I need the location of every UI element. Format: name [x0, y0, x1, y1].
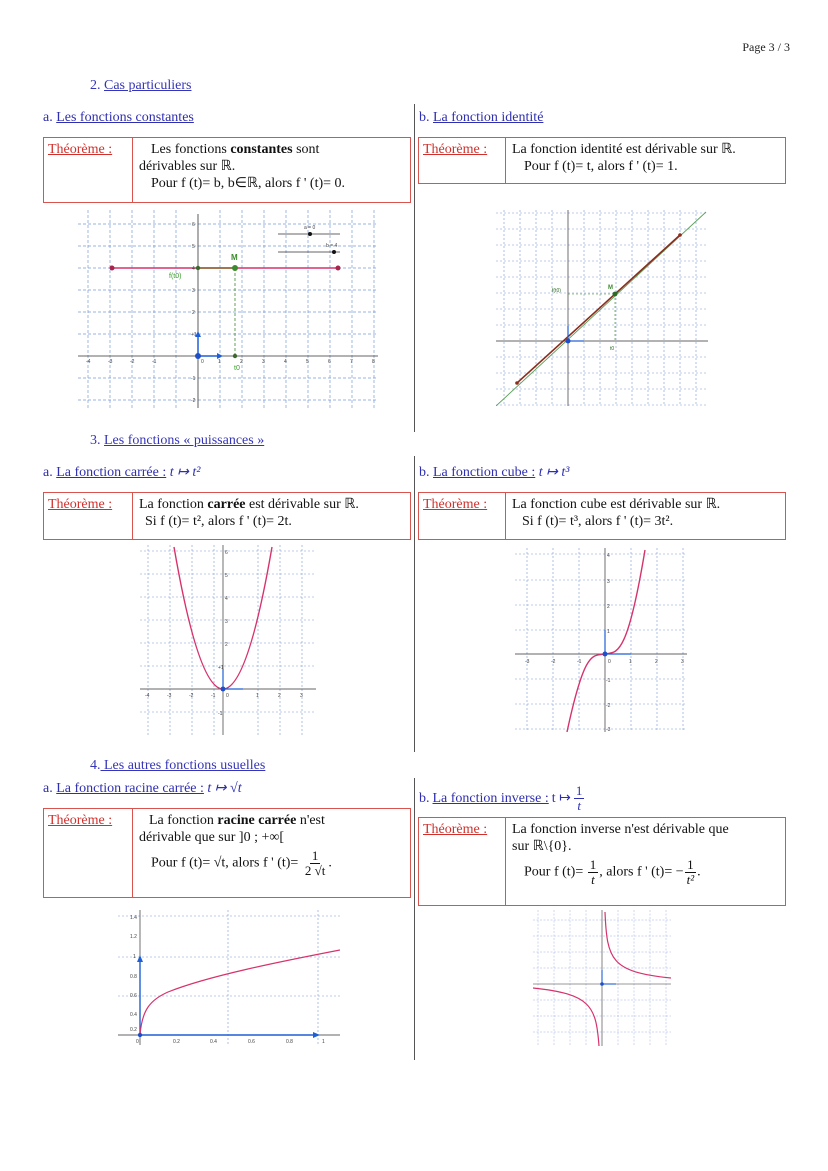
text: La fonction [149, 813, 218, 828]
column-divider [414, 104, 415, 432]
bold-text: carrée [207, 497, 246, 512]
section-4-title [90, 758, 265, 774]
svg-text:3: 3 [681, 659, 684, 665]
svg-text:1: 1 [256, 693, 259, 699]
subsection-link[interactable]: La fonction cube : [433, 465, 536, 480]
svg-text:2: 2 [240, 359, 243, 365]
svg-text:-4: -4 [86, 359, 91, 365]
svg-text:1: 1 [322, 1039, 325, 1045]
svg-text:1: 1 [218, 359, 221, 365]
theorem-body [133, 138, 351, 202]
svg-text:3: 3 [262, 359, 265, 365]
svg-text:0: 0 [136, 1039, 139, 1045]
svg-text:8: 8 [372, 359, 375, 365]
svg-text:1: 1 [629, 659, 632, 665]
formula-text: , alors f ' (t)= − [599, 864, 684, 880]
svg-text:7: 7 [350, 359, 353, 365]
point-label-M: M [231, 253, 238, 262]
graph-cube-function [515, 548, 687, 732]
mapping: t ↦ t³ [535, 465, 570, 480]
text: sont [292, 142, 320, 157]
theorem-box-cube [418, 492, 786, 540]
theorem-box-carree [43, 492, 411, 540]
text: La fonction identité est dérivable sur ℝ. [512, 142, 736, 157]
graph-sqrt-function [118, 910, 340, 1045]
text: La fonction inverse n'est dérivable que [512, 822, 729, 837]
theorem-body [506, 138, 742, 183]
svg-text:-3: -3 [108, 359, 113, 365]
denominator: 2 √t [304, 863, 326, 878]
column-divider [414, 778, 415, 1060]
theorem-label: Théorème : [44, 493, 133, 539]
svg-text:2: 2 [278, 693, 281, 699]
theorem-box-racine [43, 808, 411, 898]
label-f-t0: f(t0) [169, 273, 182, 280]
svg-text:4: 4 [284, 359, 287, 365]
svg-text:2: 2 [607, 604, 610, 610]
svg-text:6: 6 [192, 222, 195, 228]
fraction [685, 858, 697, 887]
mapping: t ↦ √t [203, 781, 242, 796]
svg-text:0.4: 0.4 [130, 1012, 137, 1018]
section-2-title [90, 78, 191, 94]
formula-text: Pour f (t)= √t, alors f ' (t)= [151, 855, 299, 871]
svg-text:0.6: 0.6 [130, 993, 137, 999]
graph-inverse-function [533, 910, 671, 1046]
mapping: t ↦ t² [166, 465, 201, 480]
svg-text:-1: -1 [211, 693, 216, 699]
subsection-racine-title [43, 780, 242, 797]
section-link[interactable]: Cas particuliers [104, 78, 192, 93]
formula: Pour f (t)= t, alors f ' (t)= 1. [524, 159, 678, 174]
subsection-link[interactable]: Les fonctions constantes [56, 110, 194, 125]
svg-text:-1: -1 [218, 711, 223, 717]
svg-text:0: 0 [608, 659, 611, 665]
prefix: b. [419, 790, 430, 806]
theorem-body [506, 493, 726, 539]
svg-text:-2: -2 [551, 659, 556, 665]
svg-text:0.4: 0.4 [210, 1039, 217, 1045]
fraction [303, 849, 328, 878]
svg-text:4: 4 [225, 596, 228, 602]
numerator: 1 [589, 857, 597, 872]
svg-text:1: 1 [607, 629, 610, 635]
svg-text:6: 6 [328, 359, 331, 365]
theorem-box-inverse [418, 817, 786, 906]
theorem-label: Théorème : [419, 493, 506, 539]
denominator: t² [686, 872, 695, 887]
formula: Pour f (t)= b, b∈ℝ, alors f ' (t)= 0. [151, 176, 346, 191]
theorem-label: Théorème : [419, 818, 506, 905]
text: dérivables sur ℝ. [139, 159, 236, 174]
formula-text: . [697, 864, 701, 880]
slider-a-label: a = 0 [304, 225, 316, 231]
svg-text:-3: -3 [525, 659, 530, 665]
section-link[interactable]: Les autres fonctions usuelles [100, 758, 266, 773]
svg-text:0.2: 0.2 [173, 1039, 180, 1045]
svg-text:0.2: 0.2 [130, 1027, 137, 1033]
text: Les fonctions [151, 142, 231, 157]
denominator: t [591, 872, 595, 887]
svg-text:5: 5 [306, 359, 309, 365]
prefix: a. [43, 110, 57, 125]
svg-text:-1: -1 [152, 359, 157, 365]
svg-text:3: 3 [607, 579, 610, 585]
text: est dérivable sur ℝ. [245, 497, 359, 512]
svg-text:-3: -3 [606, 727, 611, 732]
subsection-link[interactable]: La fonction inverse : [432, 790, 549, 806]
graph-square-function [140, 545, 316, 735]
theorem-label: Théorème : [44, 138, 133, 202]
section-number: 3. [90, 433, 104, 448]
prefix: a. [43, 465, 57, 480]
formula-text: Pour f (t)= [524, 864, 584, 880]
bold-text: racine carrée [217, 813, 297, 828]
graph-identity-function [496, 210, 708, 406]
subsection-link[interactable]: La fonction carrée : [56, 465, 167, 480]
theorem-box-identite [418, 137, 786, 184]
text: sur ℝ\{0}. [512, 839, 572, 854]
theorem-body [133, 493, 365, 539]
slider-b-label: b = 4 [326, 243, 338, 249]
svg-text:5: 5 [192, 244, 195, 250]
numerator: 1 [311, 848, 319, 863]
svg-text:0: 0 [201, 359, 204, 365]
bold-text: constantes [230, 142, 293, 157]
prefix: b. [419, 110, 433, 125]
label-f-t0: f(t0) [552, 288, 561, 294]
text: La fonction [139, 497, 208, 512]
svg-text:1.2: 1.2 [130, 934, 137, 940]
graph-constant-function [78, 210, 378, 408]
svg-text:2: 2 [192, 310, 195, 316]
text: La fonction cube est dérivable sur ℝ. [512, 497, 721, 512]
svg-text:0.8: 0.8 [286, 1039, 293, 1045]
theorem-body [133, 809, 338, 897]
formula: Si f (t)= t², alors f ' (t)= 2t. [145, 514, 292, 529]
subsection-link[interactable]: La fonction racine carrée : [56, 781, 204, 796]
theorem-body [506, 818, 735, 905]
svg-text:3: 3 [300, 693, 303, 699]
svg-text:-2: -2 [606, 703, 611, 709]
svg-text:2: 2 [225, 642, 228, 648]
subsection-link[interactable]: La fonction identité [433, 110, 544, 125]
svg-text:-1: -1 [191, 376, 196, 382]
denominator: t [577, 798, 581, 813]
numerator: 1 [687, 857, 694, 872]
svg-text:1: 1 [133, 954, 136, 960]
svg-text:0: 0 [226, 693, 229, 699]
mapping: t ↦ [551, 791, 571, 806]
svg-text:2: 2 [655, 659, 658, 665]
subsection-cube-title [419, 464, 569, 481]
svg-text:3: 3 [225, 619, 228, 625]
point-label-M: M [608, 285, 613, 291]
svg-text:-1: -1 [577, 659, 582, 665]
formula-text: . [328, 855, 332, 871]
column-divider [414, 456, 415, 752]
theorem-label: Théorème : [419, 138, 506, 183]
svg-text:4: 4 [192, 266, 195, 272]
formula: Si f (t)= t³, alors f ' (t)= 3t². [522, 514, 674, 529]
svg-text:5: 5 [225, 573, 228, 579]
prefix: b. [419, 465, 433, 480]
svg-text:-2: -2 [130, 359, 135, 365]
numerator: 1 [575, 783, 583, 798]
subsection-carree-title [43, 464, 200, 481]
theorem-label: Théorème : [44, 809, 133, 897]
subsection-identite-title [419, 110, 543, 126]
mapping-fraction [574, 784, 585, 813]
svg-text:-4: -4 [145, 693, 150, 699]
formula [139, 849, 332, 878]
text: n'est [296, 813, 325, 828]
svg-text:+1: +1 [191, 332, 197, 338]
svg-text:0.6: 0.6 [248, 1039, 255, 1045]
label-t0: t0 [610, 346, 615, 352]
svg-text:+1: +1 [218, 665, 224, 671]
svg-text:4: 4 [607, 553, 610, 559]
section-link[interactable]: Les fonctions « puissances » [104, 433, 265, 448]
section-number: 2. [90, 78, 104, 93]
svg-text:6: 6 [225, 550, 228, 556]
theorem-box-constantes [43, 137, 411, 203]
svg-text:-3: -3 [167, 693, 172, 699]
svg-text:-2: -2 [189, 693, 194, 699]
svg-text:0.8: 0.8 [130, 974, 137, 980]
prefix: a. [43, 781, 57, 796]
svg-text:3: 3 [192, 288, 195, 294]
svg-text:-2: -2 [191, 398, 196, 404]
svg-text:-1: -1 [606, 678, 611, 684]
svg-text:1.4: 1.4 [130, 915, 137, 921]
section-3-title [90, 433, 264, 449]
subsection-constantes-title [43, 110, 194, 126]
text: dérivable que sur ]0 ; +∞[ [139, 830, 284, 845]
subsection-inverse-title [419, 784, 584, 813]
section-number: 4. [90, 758, 101, 773]
formula [512, 858, 729, 887]
label-t0: t0 [234, 365, 240, 372]
page-number: Page 3 / 3 [742, 40, 790, 54]
fraction [588, 858, 599, 887]
